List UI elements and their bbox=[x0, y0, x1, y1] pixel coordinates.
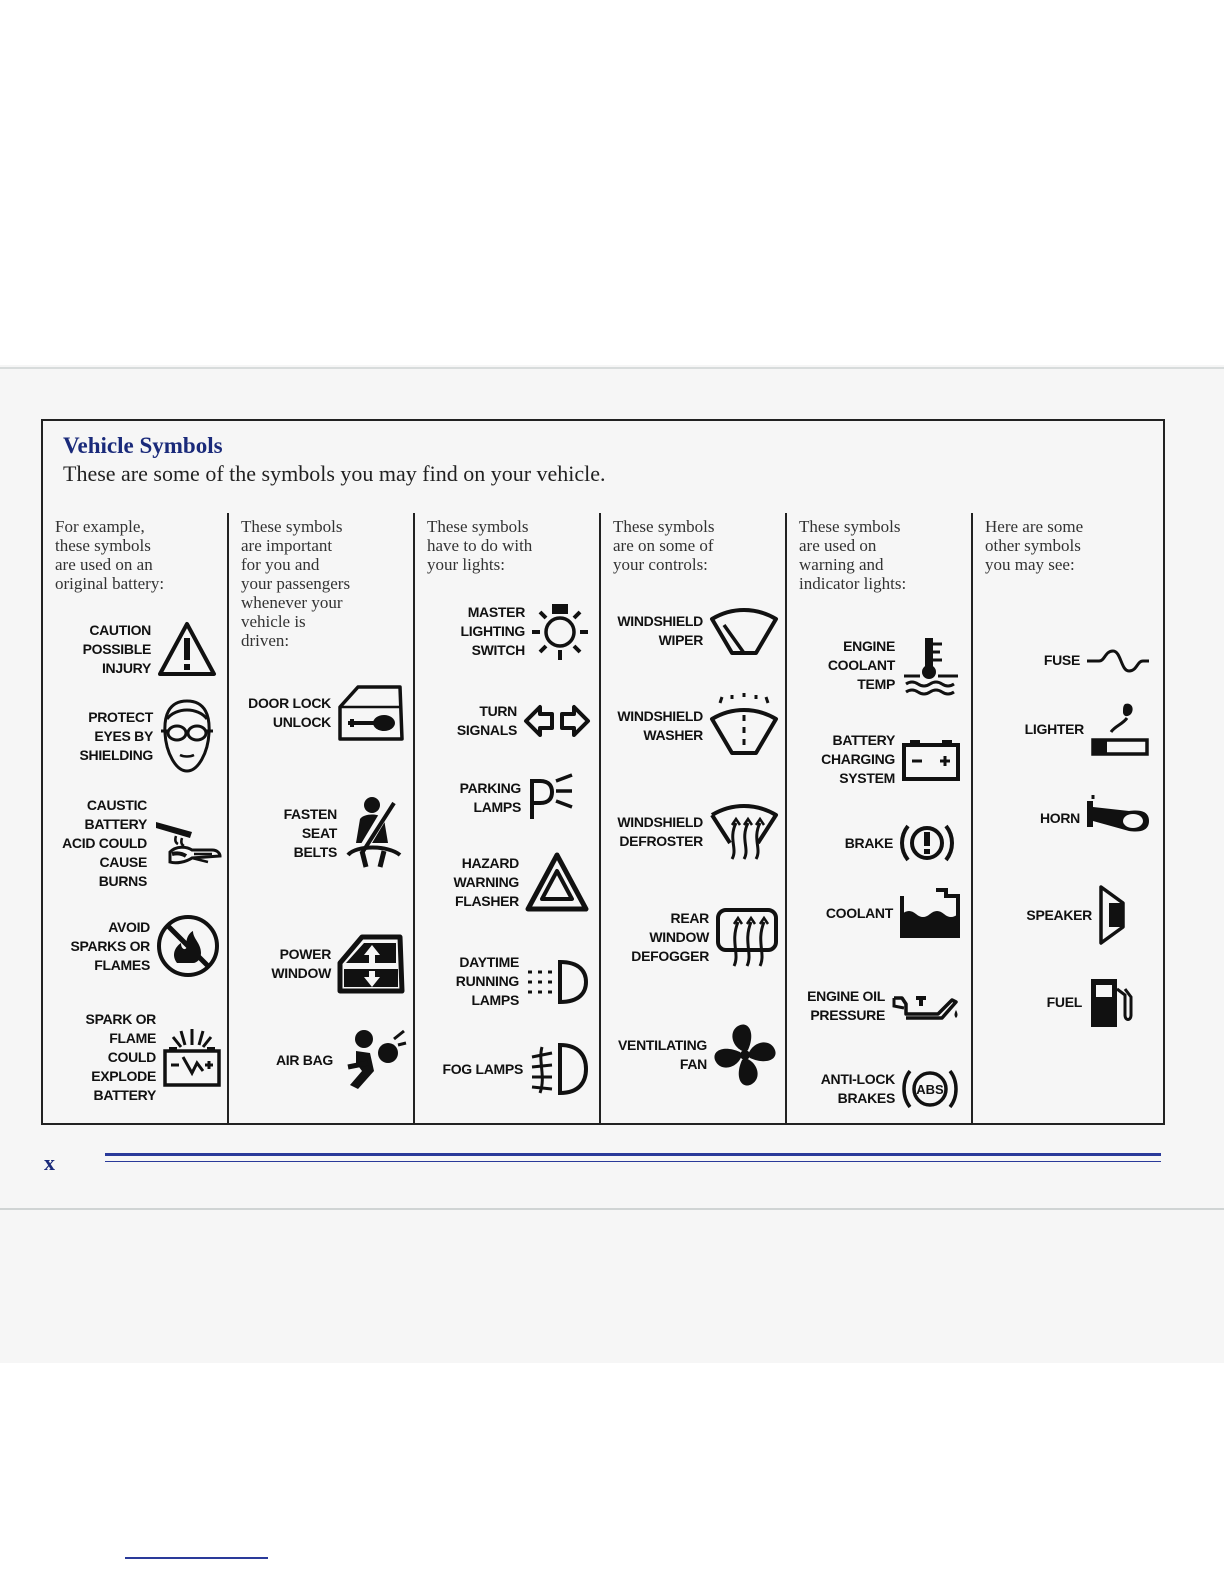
oil-can-icon bbox=[890, 988, 960, 1024]
fuel-pump-icon bbox=[1087, 975, 1135, 1029]
symbol-label: AVOID SPARKS OR FLAMES bbox=[70, 918, 150, 973]
symbol-label: CAUSTIC BATTERY ACID COULD CAUSE BURNS bbox=[62, 797, 147, 889]
symbol-label: FUSE bbox=[1043, 651, 1080, 668]
symbol-caustic-acid bbox=[62, 796, 224, 891]
symbol-turn-signals bbox=[457, 701, 592, 741]
symbol-label: HORN bbox=[1039, 809, 1080, 826]
svg-text:ABS: ABS bbox=[916, 1082, 944, 1097]
symbol-explode-battery bbox=[86, 1010, 223, 1105]
seat-belt-icon bbox=[342, 795, 406, 871]
horn-icon bbox=[1085, 795, 1151, 841]
page-number: x bbox=[44, 1150, 55, 1175]
symbol-fuel bbox=[1047, 975, 1135, 1029]
symbol-label: TURN SIGNALS bbox=[456, 703, 517, 738]
windshield-washer-icon bbox=[708, 693, 780, 759]
symbol-label: WINDSHIELD WIPER bbox=[617, 613, 703, 648]
symbol-label: FOG LAMPS bbox=[442, 1060, 523, 1077]
column-controls bbox=[599, 513, 786, 1124]
no-flames-icon bbox=[155, 913, 221, 979]
symbol-battery-charging bbox=[821, 731, 962, 788]
symbol-coolant bbox=[826, 886, 962, 940]
hazard-triangle-icon bbox=[524, 851, 590, 913]
footer-rule bbox=[105, 1153, 1161, 1156]
battery-icon bbox=[900, 737, 962, 783]
symbol-label: ENGINE COOLANT TEMP bbox=[827, 637, 895, 692]
symbol-label: FASTEN SEAT BELTS bbox=[283, 805, 337, 860]
rear-defogger-icon bbox=[714, 906, 780, 968]
column-important bbox=[227, 513, 414, 1124]
symbol-speaker bbox=[1026, 883, 1129, 947]
eye-protection-icon bbox=[158, 697, 216, 775]
symbol-label: SPEAKER bbox=[1026, 906, 1092, 923]
caution-triangle-icon bbox=[156, 620, 218, 678]
symbol-windshield-washer bbox=[617, 693, 780, 759]
abs-icon bbox=[900, 1065, 960, 1113]
symbol-caution bbox=[83, 620, 218, 678]
symbol-label: MASTER LIGHTING SWITCH bbox=[460, 603, 525, 658]
symbol-seat-belts bbox=[284, 795, 406, 871]
column-warning-lights bbox=[785, 513, 972, 1124]
door-lock-icon bbox=[336, 683, 406, 743]
symbol-engine-coolant-temp bbox=[828, 634, 962, 696]
symbol-label: PARKING LAMPS bbox=[459, 780, 521, 815]
symbol-label: POWER WINDOW bbox=[271, 946, 331, 981]
power-window-icon bbox=[336, 933, 406, 995]
symbol-label: BRAKE bbox=[844, 834, 893, 851]
column-intro: These symbols are on some of your controls: bbox=[613, 517, 715, 574]
bottom-mark bbox=[125, 1557, 268, 1559]
windshield-defroster-icon bbox=[708, 803, 780, 861]
symbol-label: SPARK OR FLAME COULD EXPLODE BATTERY bbox=[85, 1011, 156, 1103]
symbol-fog-lamps bbox=[442, 1041, 588, 1097]
turn-signals-icon bbox=[522, 701, 592, 741]
symbol-avoid-flames bbox=[71, 913, 222, 979]
symbol-parking-lamps bbox=[460, 773, 576, 823]
fog-lamps-icon bbox=[528, 1041, 588, 1097]
symbol-door-lock bbox=[248, 683, 406, 743]
symbol-rear-defogger bbox=[631, 906, 780, 968]
symbol-label: ANTI-LOCK BRAKES bbox=[820, 1071, 895, 1106]
battery-explode-icon bbox=[161, 1027, 223, 1089]
symbol-windshield-defroster bbox=[617, 803, 780, 861]
symbol-label: DOOR LOCK UNLOCK bbox=[248, 695, 331, 730]
bottom-rule bbox=[0, 1208, 1224, 1210]
column-intro: Here are some other symbols you may see: bbox=[985, 517, 1084, 574]
symbol-label: LIGHTER bbox=[1024, 720, 1084, 737]
air-bag-icon bbox=[338, 1027, 408, 1093]
column-battery bbox=[43, 513, 228, 1124]
symbol-label: ENGINE OIL PRESSURE bbox=[807, 988, 885, 1023]
symbol-label: PROTECT EYES BY SHIELDING bbox=[79, 708, 153, 763]
top-rule bbox=[0, 367, 1224, 369]
column-lights bbox=[413, 513, 600, 1124]
symbol-label: VENTILATING FAN bbox=[618, 1037, 707, 1072]
symbol-horn bbox=[1040, 795, 1151, 841]
symbol-air-bag bbox=[276, 1027, 408, 1093]
symbol-brake bbox=[845, 818, 956, 868]
caustic-acid-hand-icon bbox=[152, 814, 224, 874]
symbol-label: AIR BAG bbox=[275, 1051, 333, 1068]
coolant-temp-icon bbox=[900, 634, 962, 696]
symbol-label: FUEL bbox=[1046, 993, 1082, 1010]
symbol-label: HAZARD WARNING FLASHER bbox=[453, 854, 519, 909]
brake-warning-icon bbox=[898, 818, 956, 868]
fan-icon bbox=[712, 1022, 778, 1088]
fuse-icon bbox=[1085, 645, 1151, 675]
symbol-master-lighting bbox=[461, 600, 590, 662]
symbol-label: CAUTION POSSIBLE INJURY bbox=[82, 621, 151, 676]
symbol-label: COOLANT bbox=[825, 904, 893, 921]
coolant-level-icon bbox=[898, 886, 962, 940]
footer-rule-thin bbox=[105, 1161, 1161, 1162]
symbol-hazard-flasher bbox=[453, 851, 590, 913]
section-title: Vehicle Symbols bbox=[63, 433, 223, 458]
symbol-label: DAYTIME RUNNING LAMPS bbox=[455, 954, 519, 1008]
speaker-icon bbox=[1097, 883, 1129, 947]
column-intro: These symbols have to do with your lights: bbox=[427, 517, 533, 574]
symbol-label: WINDSHIELD DEFROSTER bbox=[617, 814, 703, 849]
symbol-engine-oil-pressure bbox=[807, 987, 960, 1025]
column-other-symbols bbox=[971, 513, 1165, 1124]
parking-lamps-icon bbox=[526, 773, 576, 823]
column-intro: These symbols are important for you and your passengers whenever your vehicle is driven: bbox=[241, 517, 351, 650]
symbol-anti-lock-brakes bbox=[821, 1065, 960, 1113]
symbol-fuse bbox=[1044, 645, 1151, 675]
lighter-icon bbox=[1089, 700, 1151, 758]
section-subtitle: These are some of the symbols you may find on your vehicle. bbox=[63, 461, 606, 486]
symbol-ventilating-fan bbox=[618, 1022, 778, 1088]
column-intro: These symbols are used on warning and indicator lights: bbox=[799, 517, 907, 593]
windshield-wiper-icon bbox=[708, 605, 780, 657]
symbol-daytime-running-lamps bbox=[456, 953, 590, 1010]
symbol-label: REAR WINDOW DEFOGGER bbox=[631, 909, 709, 964]
column-intro: For example, these symbols are used on an original battery: bbox=[55, 517, 165, 593]
symbol-protect-eyes bbox=[79, 697, 216, 775]
symbol-label: BATTERY CHARGING SYSTEM bbox=[821, 732, 895, 786]
daytime-running-lamps-icon bbox=[524, 958, 590, 1006]
master-lighting-icon bbox=[530, 600, 590, 662]
symbol-lighter bbox=[1025, 700, 1151, 758]
symbol-power-window bbox=[271, 933, 406, 995]
vehicle-symbols-box bbox=[41, 419, 1165, 1125]
symbol-windshield-wiper bbox=[617, 605, 780, 657]
symbol-label: WINDSHIELD WASHER bbox=[617, 708, 703, 743]
